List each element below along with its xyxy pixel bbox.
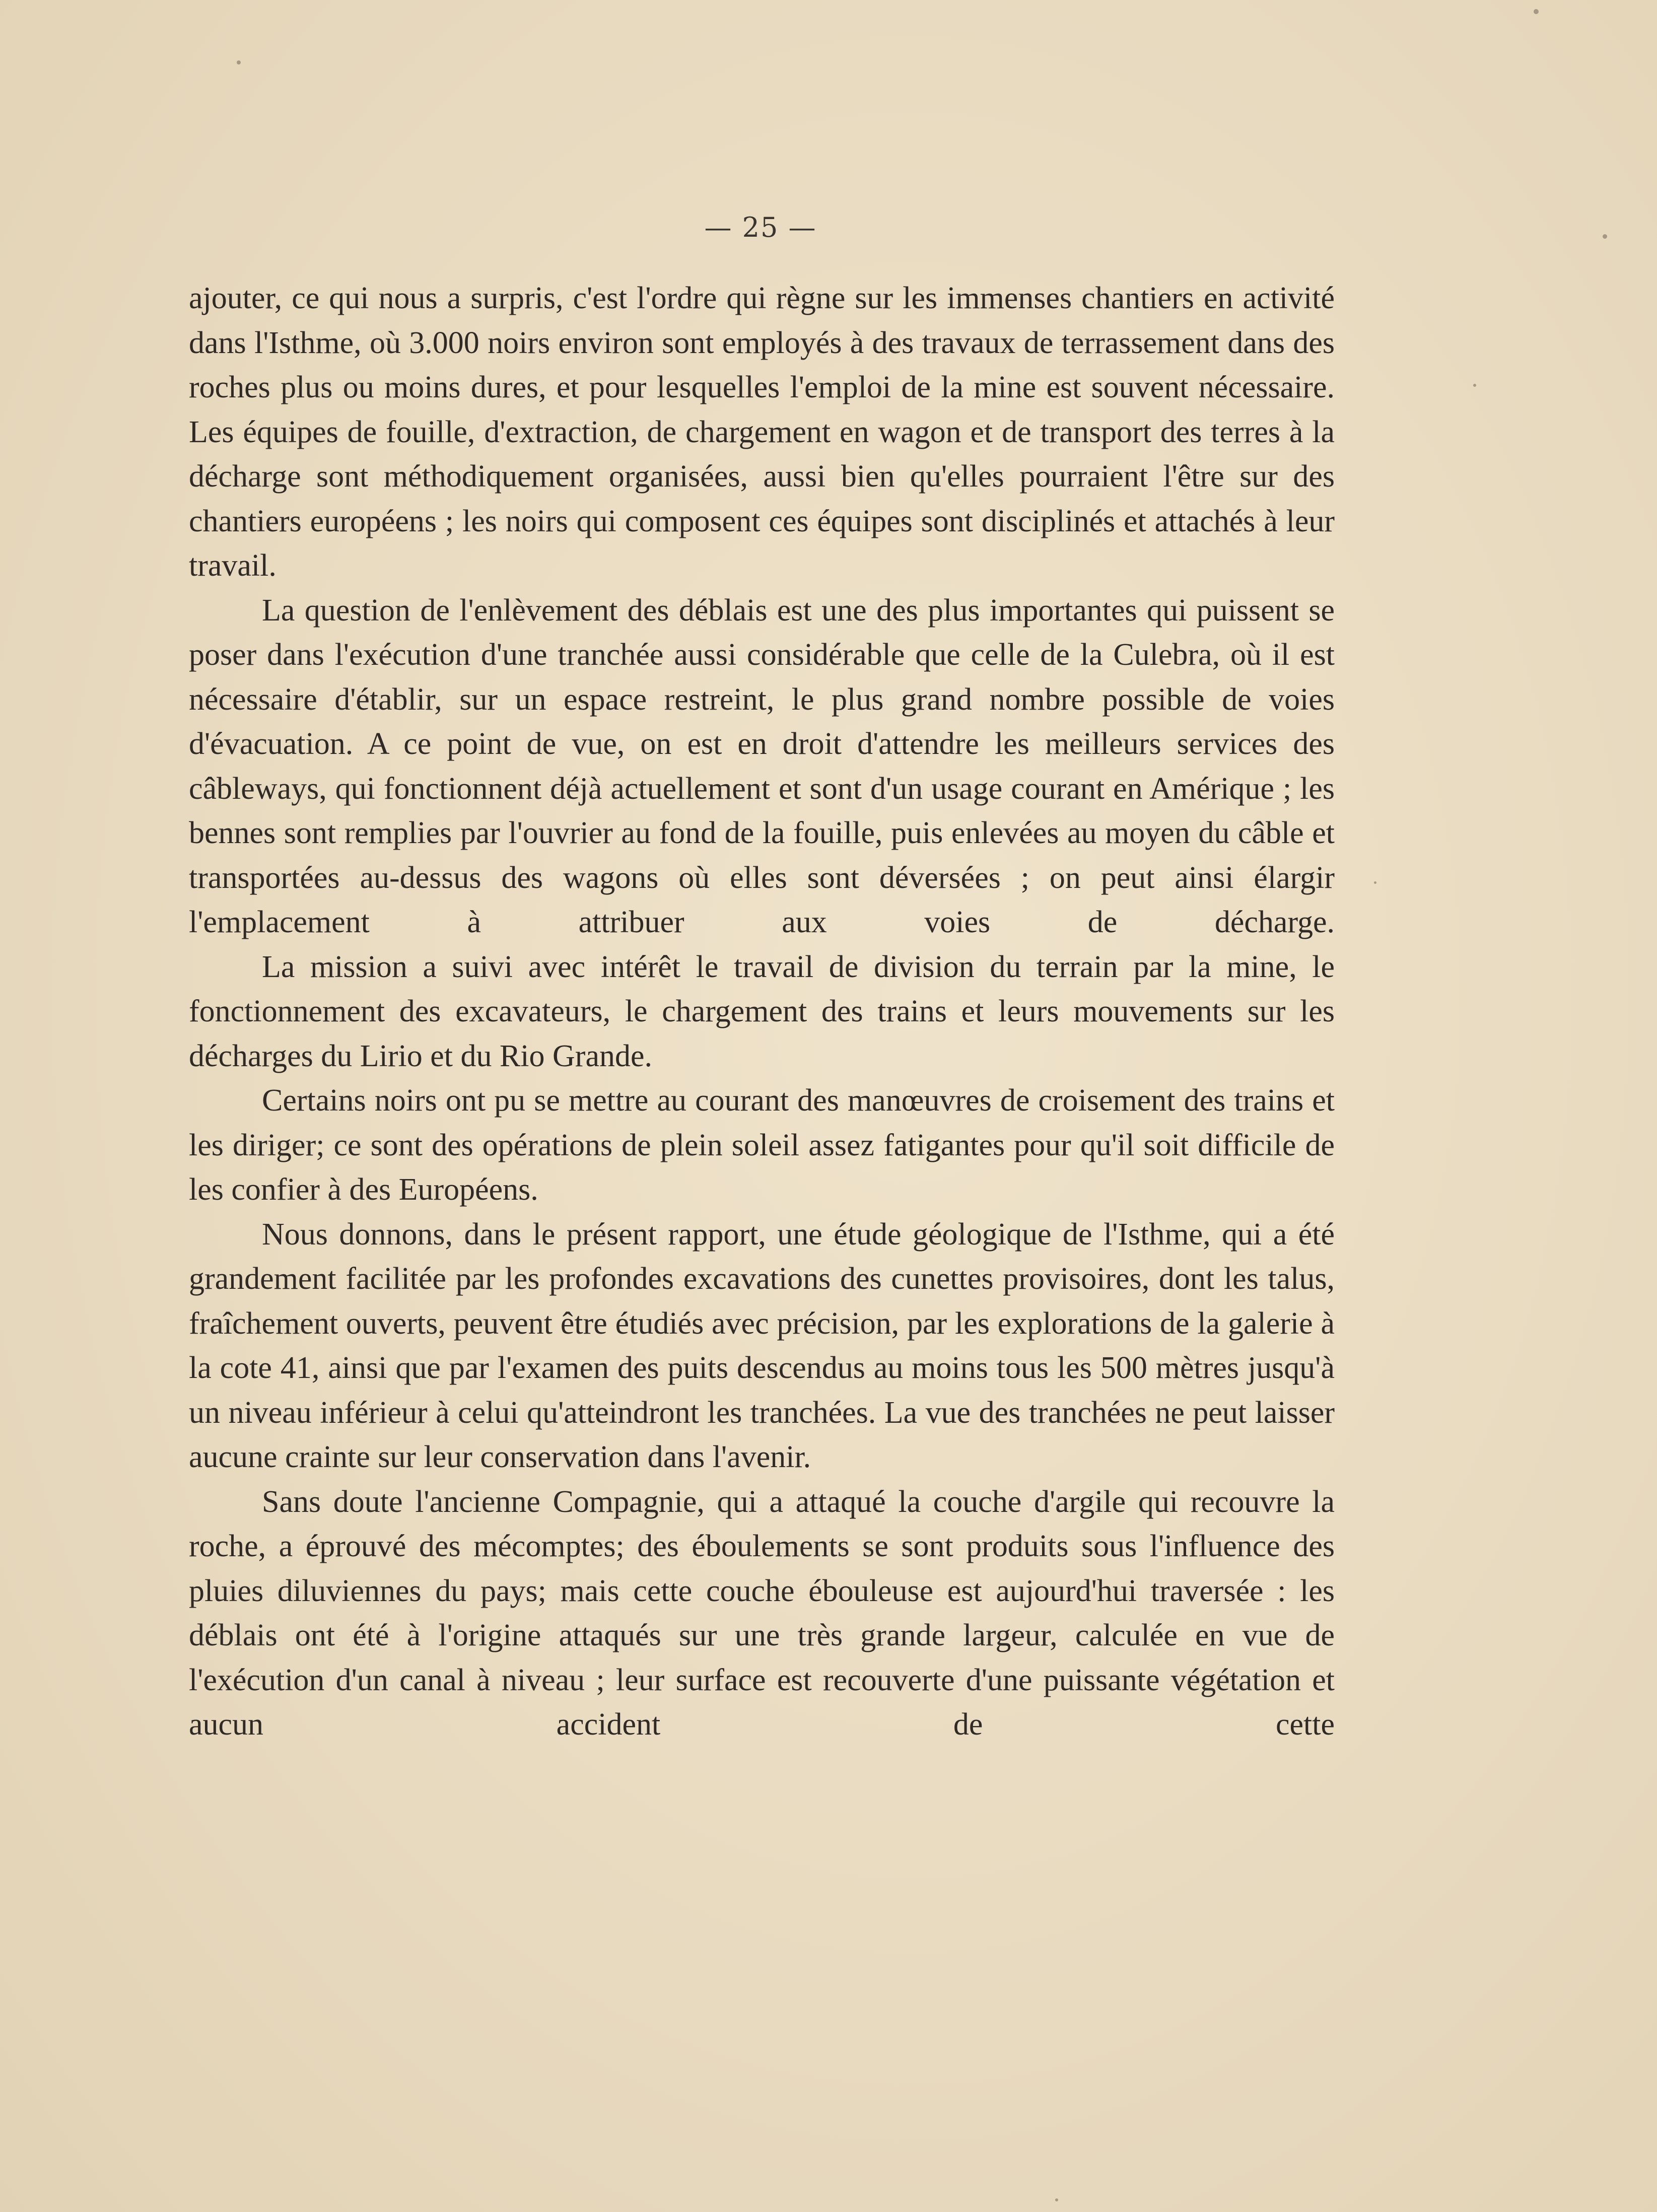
paragraph-3: La mission a suivi avec intérêt le travail de division du terrain par la mine, le fonctionnement des excavateurs, le chargement des trains et leurs mouvements sur les décharges du Lirio et du Rio Grande. bbox=[189, 949, 1335, 1073]
page-number: — 25 — bbox=[704, 212, 817, 243]
paper-speck bbox=[1055, 2198, 1058, 2201]
paragraph-6: Sans doute l'ancienne Compagnie, qui a attaqué la couche d'argile qui recouvre la roche, a éprouvé des mécomptes; des éboulements se sont produits sous l'influence des pluies diluviennes du pays; mais cette couche ébouleuse est aujourd'hui traversée : les déblais ont été à l'origine attaqués sur une très grande largeur, calculée en vue de l'exécution d'un canal à niveau ; leur surface est recouverte d'une puissante végétation et aucun accident de cette bbox=[189, 1484, 1335, 1742]
paper-speck bbox=[1473, 384, 1476, 387]
paragraph-1: ajouter, ce qui nous a surpris, c'est l'ordre qui règne sur les immenses chantiers en activité dans l'Isthme, où 3.000 noirs environ sont employés à des travaux de terrassement dans des roches plus ou moins dures, et pour lesquelles l'emploi de la mine est souvent nécessaire. Les équipes de fouille, d'extraction, de chargement en wagon et de transport des terres à la décharge sont méthodiquement organisées, aussi bien qu'elles pourraient l'être sur des chantiers européens ; les noirs qui composent ces équipes sont disciplinés et attachés à leur travail. bbox=[189, 281, 1335, 583]
paper-speck bbox=[1374, 881, 1376, 884]
paragraph-4: Certains noirs ont pu se mettre au courant des manœuvres de croisement des trains et les diriger; ce sont des opérations de plein soleil assez fatigantes pour qu'il soit difficile de les confier à des Européens. bbox=[189, 1083, 1335, 1207]
paragraph-2: La question de l'enlèvement des déblais est une des plus importantes qui puissent se poser dans l'exécution d'une tranchée aussi considérable que celle de la Culebra, où il est nécessaire d'établir, sur un espace restreint, le plus grand nombre possible de voies d'évacuation. A ce point de vue, on est en droit d'attendre les meilleurs services des câbleways, qui fonctionnent déjà actuellement et sont d'un usage courant en Amérique ; les bennes sont remplies par l'ouvrier au fond de la fouille, puis enlevées au moyen du câble et transportées au-dessus des wagons où elles sont déversées ; on peut ainsi élargir l'emplacement à attribuer aux voies de décharge. bbox=[189, 593, 1335, 939]
paper-speck bbox=[237, 60, 241, 64]
body-text bbox=[189, 276, 1335, 1747]
paper-speck bbox=[1603, 234, 1607, 239]
paper-speck bbox=[1534, 9, 1539, 14]
paragraph-5: Nous donnons, dans le présent rapport, une étude géologique de l'Isthme, qui a été grandement facilitée par les profondes excavations des cunettes provisoires, dont les talus, fraîchement ouverts, peuvent être étudiés avec précision, par les explorations de la galerie à la cote 41, ainsi que par l'examen des puits descendus au moins tous les 500 mètres jusqu'à un niveau inférieur à celui qu'atteindront les tranchées. La vue des tranchées ne peut laisser aucune crainte sur leur conservation dans l'avenir. bbox=[189, 1217, 1335, 1474]
